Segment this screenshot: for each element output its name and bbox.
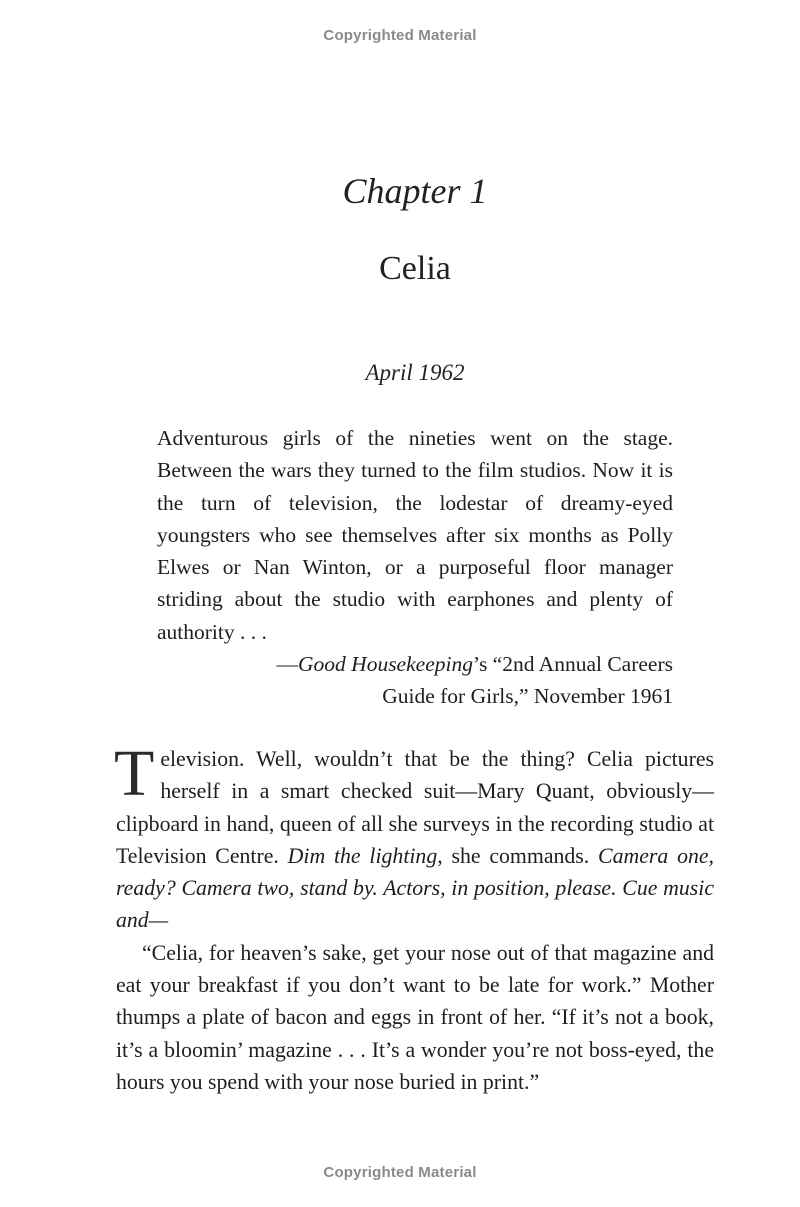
attribution-line-2: Guide for Girls,” November 1961 <box>382 684 673 709</box>
chapter-title: Celia <box>379 250 451 287</box>
paragraph-1-text-a: elevision. Well, wouldn’t that be the thing? Celia pictures herself in a smart checked suit—Mary Quant, obviously—clipboard in hand, queen of all she surveys in the recording studio at Television Centre. <box>116 747 714 868</box>
chapter-number: Chapter 1 <box>342 171 488 211</box>
copyright-watermark-top: Copyrighted Material <box>323 27 477 44</box>
paragraph-1-italic-a: Dim the lighting <box>287 843 438 868</box>
paragraph-1-text-b: , she commands. <box>437 843 599 868</box>
chapter-date: April 1962 <box>365 360 465 385</box>
body-text <box>114 737 714 1098</box>
epigraph-attribution <box>157 648 673 713</box>
attribution-line-1 <box>157 648 673 680</box>
attribution-source: Good Housekeeping <box>298 652 473 677</box>
paragraph-2: “Celia, for heaven’s sake, get your nose out of that magazine and eat your breakfast if you don’t want to be late for work.” Mother thumps a plate of bacon and eggs in front of her. “If it’s not a book, it’s a bloomin’ magazine . . . It’s a wonder you’re not boss-eyed, the hours you spend with your nose buried in print.” <box>116 940 714 1094</box>
attribution-rest: ’s “2nd Annual Careers <box>472 652 673 677</box>
attribution-dash: — <box>276 652 299 677</box>
epigraph-quote: Adventurous girls of the nineties went on the stage. Between the wars they turned to the film studios. Now it is the turn of television, the lodestar of dreamy-eyed youngsters who see themselves after six months as Polly Elwes or Nan Winton, or a purposeful floor manager striding about the studio with earphones and plenty of authority . . . <box>157 426 673 644</box>
epigraph <box>157 422 673 713</box>
copyright-watermark-bottom: Copyrighted Material <box>323 1164 477 1181</box>
drop-cap: T <box>114 737 155 810</box>
paragraph-1 <box>114 737 714 937</box>
paragraph-1-italic-b: Camera one, ready? Camera two, stand by. Actors, in position, please. Cue music and— <box>116 843 714 933</box>
